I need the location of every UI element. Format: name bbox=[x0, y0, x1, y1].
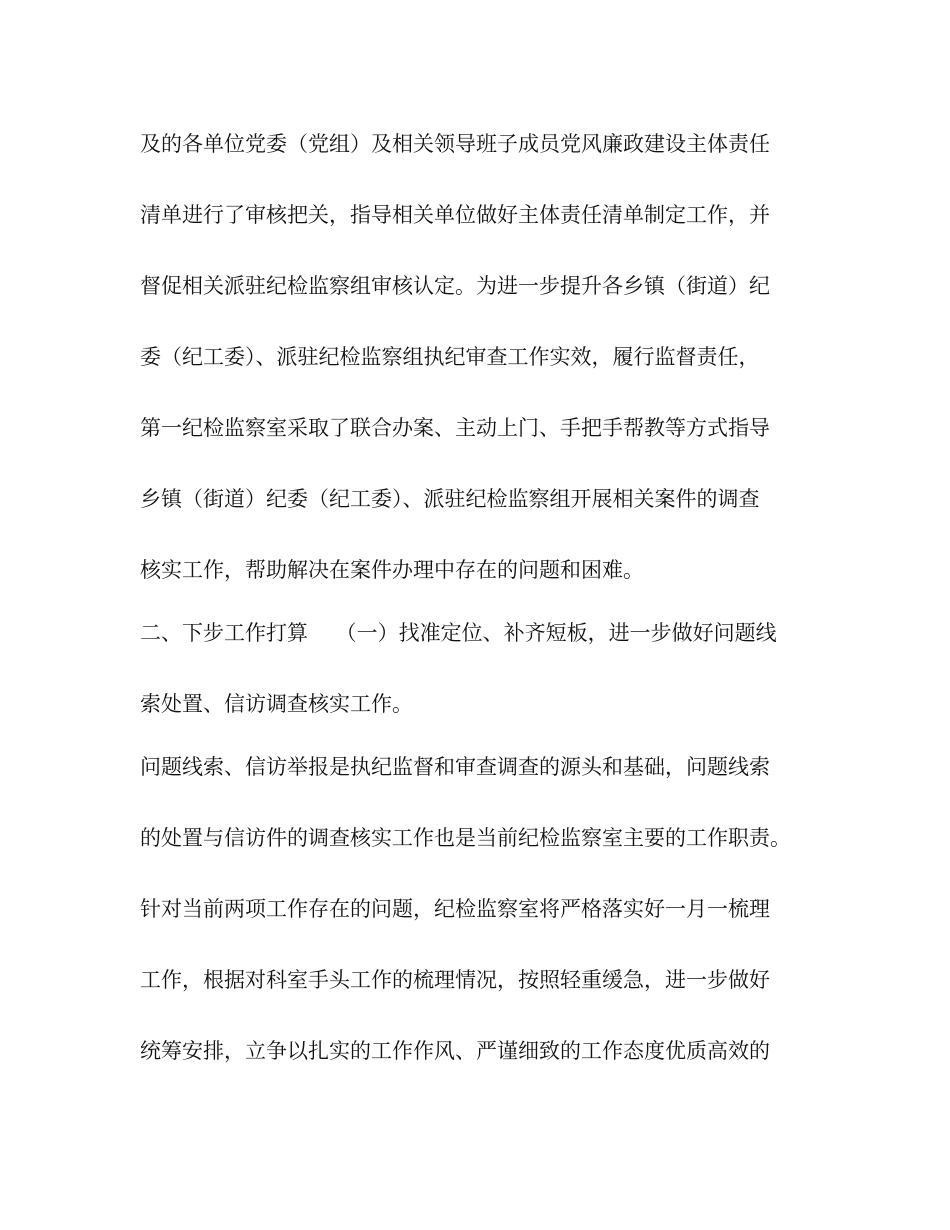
text-line: 及的各单位党委（党组）及相关领导班子成员党风廉政建设主体责任 bbox=[140, 132, 770, 156]
section-heading-line: 二、下步工作打算 （一）找准定位、补齐短板，进一步做好问题线 bbox=[140, 621, 777, 645]
text-line: 督促相关派驻纪检监察组审核认定。为进一步提升各乡镇（街道）纪 bbox=[140, 274, 770, 298]
text-line: 乡镇（街道）纪委（纪工委）、派驻纪检监察组开展相关案件的调查 bbox=[140, 487, 760, 511]
text-line: 统筹安排，立争以扎实的工作作风、严谨细致的工作态度优质高效的 bbox=[140, 1039, 770, 1063]
text-line: 委（纪工委）、派驻纪检监察组执纪审查工作实效，履行监督责任， bbox=[140, 345, 760, 369]
text-line: 针对当前两项工作存在的问题，纪检监察室将严格落实好一月一梳理 bbox=[140, 897, 770, 921]
text-line: 工作，根据对科室手头工作的梳理情况，按照轻重缓急，进一步做好 bbox=[140, 968, 770, 992]
section-heading-line: 索处置、信访调查核实工作。 bbox=[140, 692, 413, 716]
text-line: 核实工作，帮助解决在案件办理中存在的问题和困难。 bbox=[140, 558, 644, 582]
text-line: 的处置与信访件的调查核实工作也是当前纪检监察室主要的工作职责。 bbox=[140, 826, 791, 850]
text-line: 第一纪检监察室采取了联合办案、主动上门、手把手帮教等方式指导 bbox=[140, 416, 770, 440]
text-line: 清单进行了审核把关，指导相关单位做好主体责任清单制定工作，并 bbox=[140, 203, 770, 227]
text-line: 问题线索、信访举报是执纪监督和审查调查的源头和基础，问题线索 bbox=[140, 755, 770, 779]
